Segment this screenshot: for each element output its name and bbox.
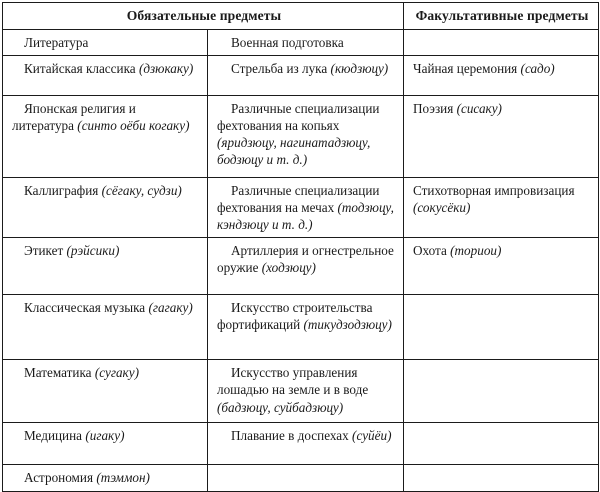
romanized-term: (гагаку)	[148, 300, 193, 316]
romanized-term: (игаку)	[85, 428, 125, 444]
table-row	[3, 465, 599, 492]
cell-elective	[404, 177, 599, 237]
table-row	[3, 295, 599, 360]
cell-text: Военная подготовка	[231, 34, 344, 50]
cell-text: Астрономия (тэммон)	[24, 470, 150, 486]
cell-text: Стрельба из лука (кюдзюцу)	[231, 60, 389, 76]
cell-elective	[404, 55, 599, 95]
cell-mandatory-b	[208, 423, 404, 465]
romanized-term: (яридзюцу, нагинатадзюцу, бодзюцу и т. д.)	[217, 135, 371, 168]
table-row	[3, 238, 599, 295]
romanized-term: (ходзюцу)	[261, 260, 316, 276]
cell-elective	[404, 423, 599, 465]
cell-text: Различные специализации фехтования на копьях (яридзюцу, нагинатадзюцу, бодзюцу и т. д.)	[217, 100, 380, 168]
romanized-term: (тикудзодзюцу)	[303, 317, 392, 333]
cell-elective	[404, 29, 599, 55]
header-elective-subjects: Факультативные предметы	[404, 3, 599, 30]
cell-mandatory-a	[3, 360, 208, 423]
table-row	[3, 360, 599, 423]
cell-text: Плавание в доспехах (суйёи)	[231, 428, 392, 444]
romanized-term: (синто оёби когаку)	[77, 117, 190, 133]
romanized-term: (кюдзюцу)	[330, 60, 389, 76]
romanized-term: (рэйсики)	[66, 243, 120, 259]
cell-text: Этикет (рэйсики)	[24, 243, 120, 259]
cell-elective	[404, 360, 599, 423]
romanized-term: (сокусёки)	[413, 199, 471, 215]
cell-mandatory-a	[3, 423, 208, 465]
romanized-term: (бадзюцу, суйбадзюцу)	[217, 399, 344, 415]
header-row	[3, 3, 599, 30]
cell-text: Китайская классика (дзюкаку)	[24, 60, 194, 76]
cell-text: Литература	[24, 34, 89, 50]
romanized-term: (тэммон)	[96, 470, 150, 486]
cell-mandatory-a	[3, 465, 208, 492]
cell-mandatory-b	[208, 29, 404, 55]
cell-mandatory-b	[208, 55, 404, 95]
cell-mandatory-a	[3, 95, 208, 177]
romanized-term: (сисаку)	[456, 100, 502, 116]
cell-mandatory-b	[208, 360, 404, 423]
table-row	[3, 177, 599, 237]
cell-text: Артиллерия и огнестрельное оружие (ходзюцу)	[217, 243, 394, 276]
subjects-table	[2, 2, 599, 492]
romanized-term: (ториои)	[450, 243, 502, 259]
cell-text: Искусство управления лошадью на земле и в воде (бадзюцу, суйбадзюцу)	[217, 365, 369, 415]
cell-mandatory-a	[3, 29, 208, 55]
cell-mandatory-b	[208, 465, 404, 492]
cell-text: Классическая музыка (гагаку)	[24, 300, 193, 316]
cell-mandatory-a	[3, 295, 208, 360]
table-row	[3, 423, 599, 465]
romanized-term: (дзюкаку)	[138, 60, 194, 76]
table-row	[3, 55, 599, 95]
cell-text: Искусство строительства фортификаций (тикудзодзюцу)	[217, 300, 392, 333]
cell-text: Стихотворная импровизация (сокусёки)	[413, 182, 575, 215]
cell-elective	[404, 465, 599, 492]
header-mandatory-subjects: Обязательные предметы	[3, 3, 404, 30]
romanized-term: (сёгаку, судзи)	[101, 182, 182, 198]
cell-text: Различные специализации фехтования на мечах (тодзюцу, кэндзюцу и т. д.)	[217, 182, 394, 233]
cell-mandatory-a	[3, 238, 208, 295]
cell-mandatory-a	[3, 177, 208, 237]
cell-text: Охота (ториои)	[413, 243, 502, 259]
cell-mandatory-b	[208, 238, 404, 295]
cell-elective	[404, 238, 599, 295]
cell-mandatory-a	[3, 55, 208, 95]
cell-text: Медицина (игаку)	[24, 428, 125, 444]
romanized-term: (тодзюцу, кэндзюцу и т. д.)	[217, 199, 394, 233]
romanized-term: (садо)	[520, 60, 555, 76]
romanized-term: (суйёи)	[352, 428, 392, 444]
table-header	[3, 3, 599, 30]
cell-mandatory-b	[208, 177, 404, 237]
cell-mandatory-b	[208, 95, 404, 177]
table-row	[3, 29, 599, 55]
table-body	[3, 29, 599, 492]
table-row	[3, 95, 599, 177]
romanized-term: (сугаку)	[94, 365, 139, 381]
cell-text: Японская религия и литература (синто оёби когаку)	[12, 100, 190, 133]
cell-elective	[404, 95, 599, 177]
cell-text: Чайная церемония (садо)	[413, 60, 555, 76]
cell-text: Поэзия (сисаку)	[413, 100, 502, 116]
cell-text: Математика (сугаку)	[24, 365, 139, 381]
cell-mandatory-b	[208, 295, 404, 360]
cell-elective	[404, 295, 599, 360]
cell-text: Каллиграфия (сёгаку, судзи)	[24, 182, 182, 198]
